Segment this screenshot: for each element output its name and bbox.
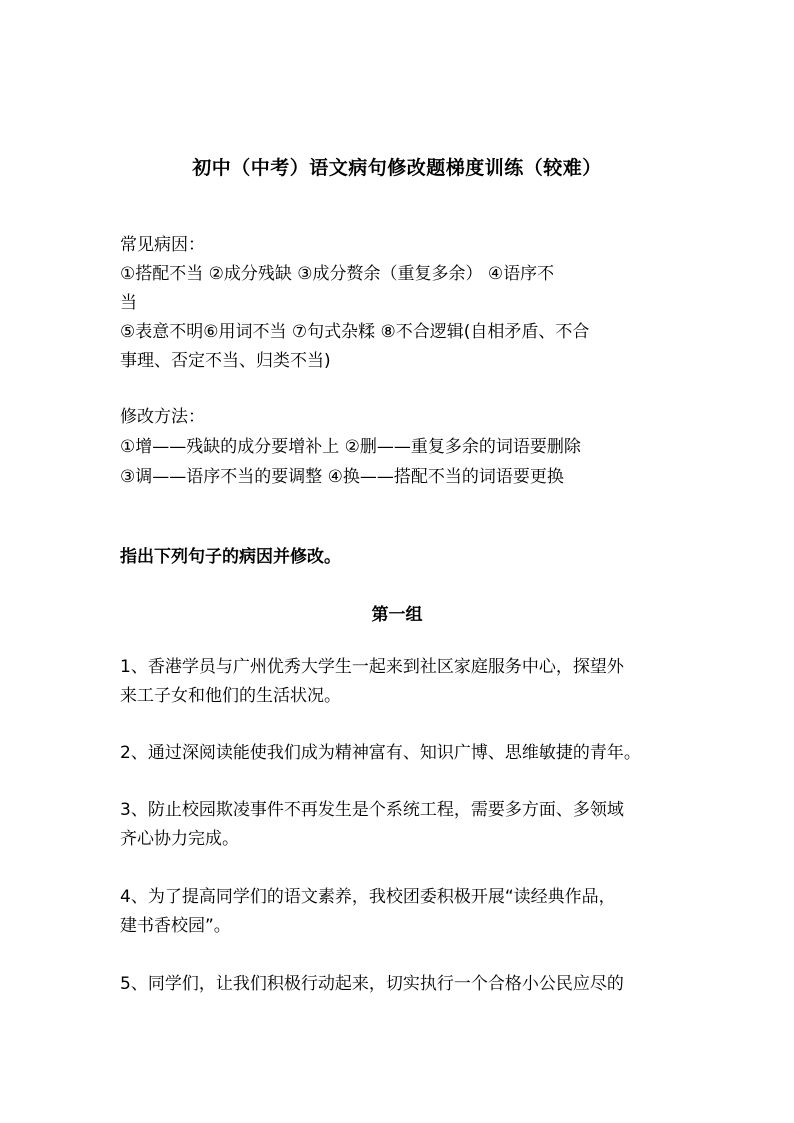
question-line: 4、为了提高同学们的语文素养，我校团委积极开展“读经典作品， [120,887,616,907]
causes-line: 当 [120,293,137,313]
question-line: 2、通过深阅读能使我们成为精神富有、知识广博、思维敏捷的青年。 [120,743,641,763]
question-line: 建书香校园”。 [120,916,231,936]
question-line: 齐心协力完成。 [120,829,239,849]
causes-line: ①搭配不当 ②成分残缺 ③成分赘余（重复多余） ④语序不 [120,264,555,284]
question-line: 3、防止校园欺凌事件不再发生是个系统工程，需要多方面、多领域 [120,800,624,820]
instruction-text: 指出下列句子的病因并修改。 [120,547,341,567]
methods-line: ③调——语序不当的要调整 ④换——搭配不当的词语要更换 [120,467,564,487]
group-title: 第一组 [371,605,423,625]
causes-heading: 常见病因： [120,235,205,255]
causes-line: 事理、否定不当、归类不当) [120,351,331,371]
question-line: 1、香港学员与广州优秀大学生一起来到社区家庭服务中心，探望外 [120,657,624,677]
methods-heading: 修改方法： [120,407,205,427]
page-title: 初中（中考）语文病句修改题梯度训练（较难） [192,157,602,179]
methods-line: ①增——残缺的成分要增补上 ②删——重复多余的词语要删除 [120,437,581,457]
causes-line: ⑤表意不明⑥用词不当 ⑦句式杂糅 ⑧不合逻辑(自相矛盾、不合 [120,322,590,342]
question-line: 5、同学们，让我们积极行动起来，切实执行一个合格小公民应尽的 [120,974,624,994]
question-line: 来工子女和他们的生活状况。 [120,686,341,706]
